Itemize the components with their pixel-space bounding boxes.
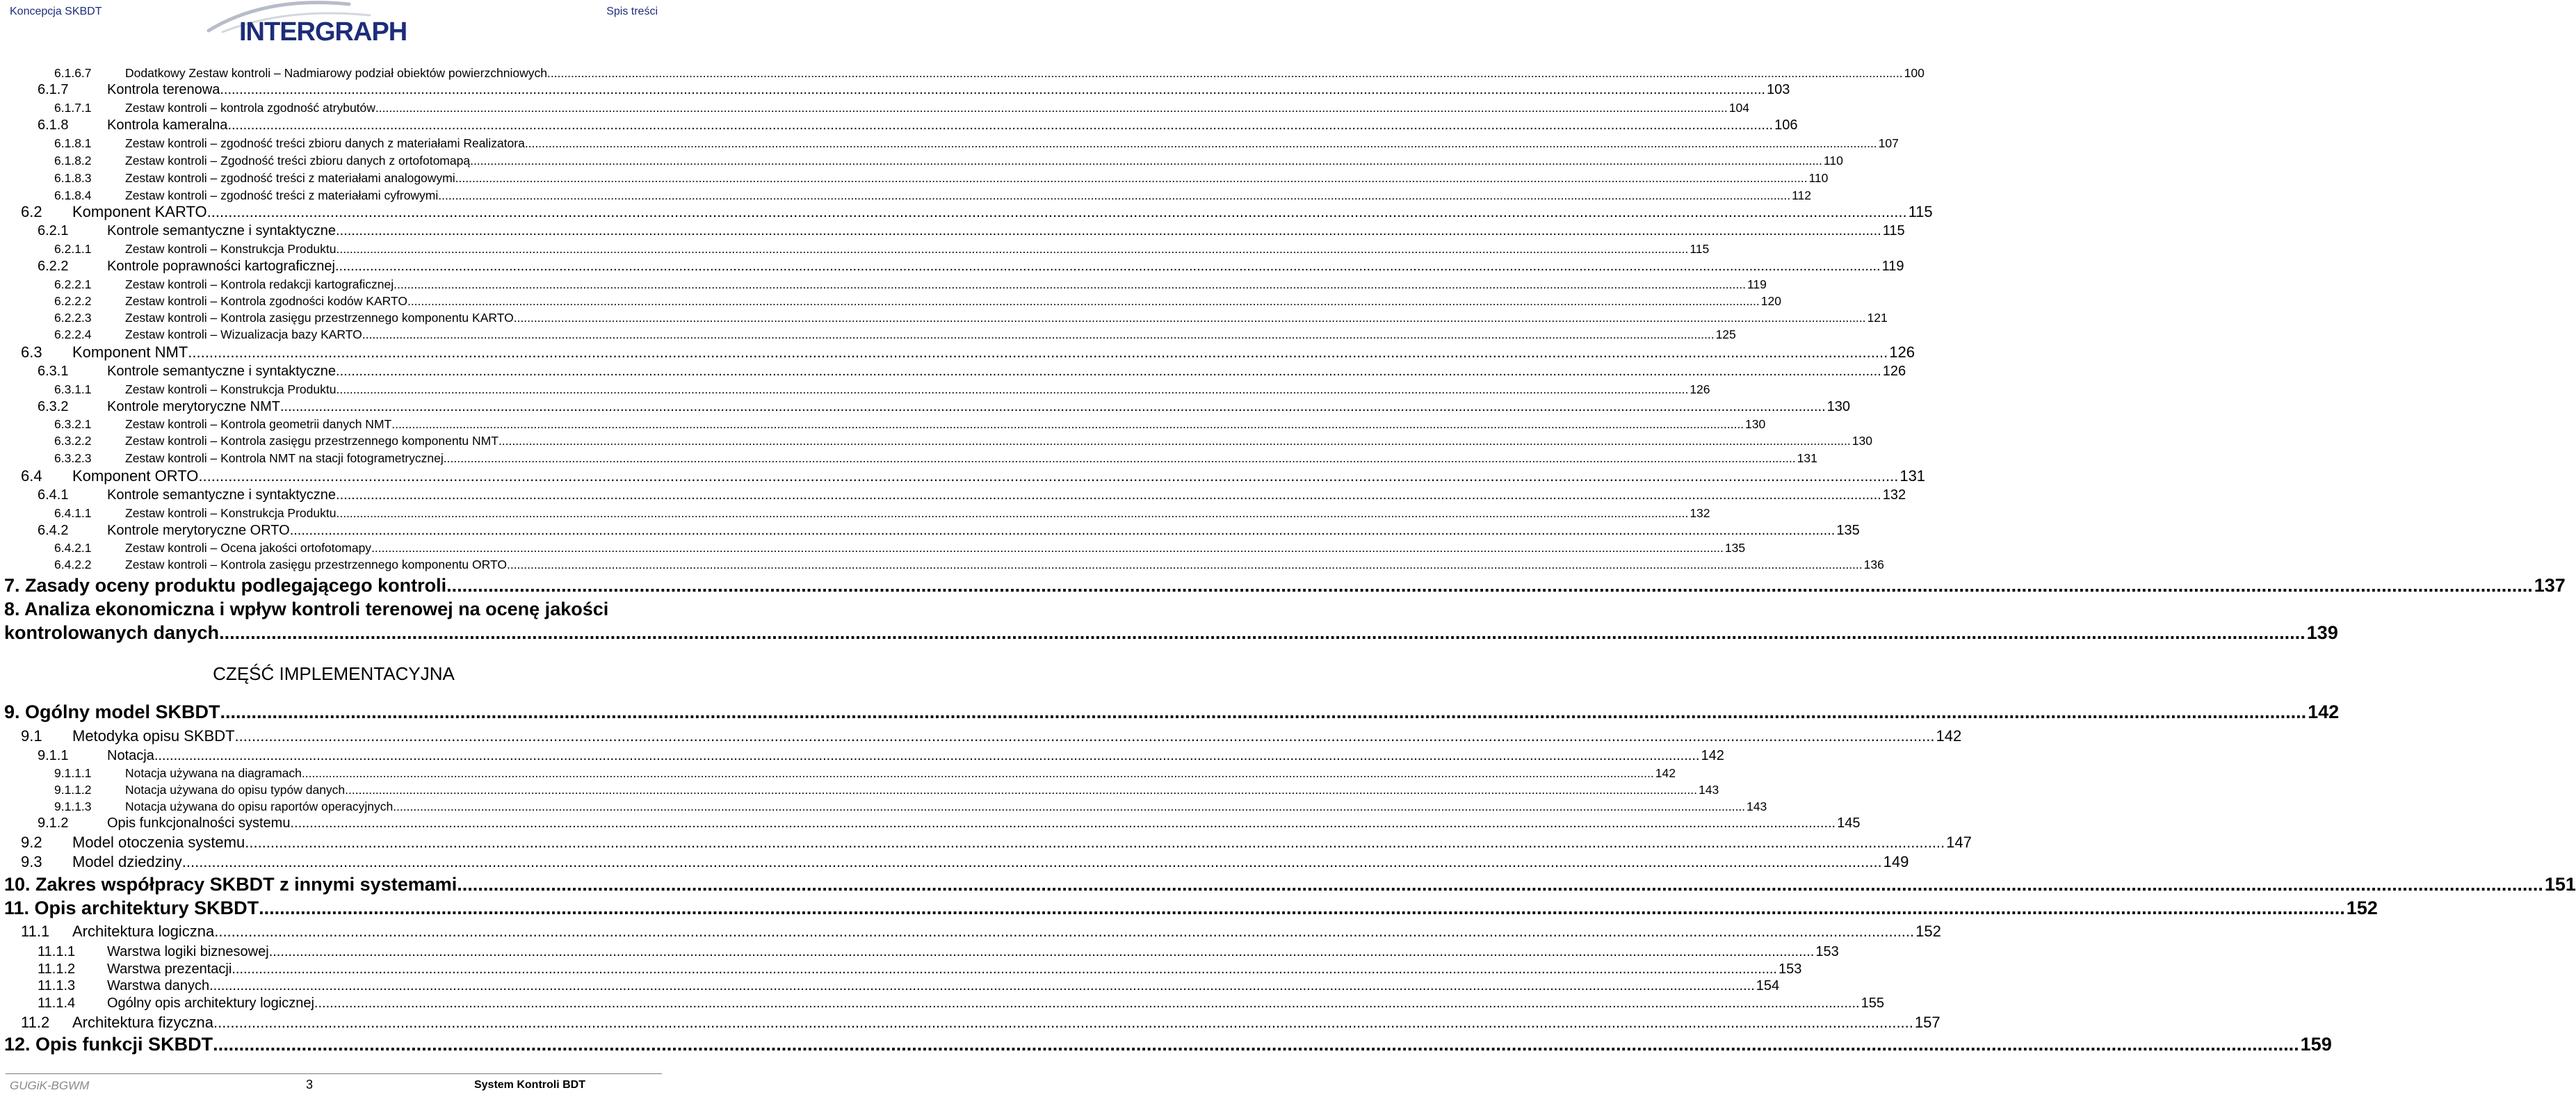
toc-entry-page: 110 [1808,171,1829,185]
toc-entry-title: Zestaw kontroli – Kontrola zasięgu przestrzennego komponentu ORTO. [125,558,510,571]
toc-entry[interactable] [0,257,1904,275]
toc-entry-title: Warstwa danych [107,978,210,993]
toc-leader-dots: ................................................................................................................................................................................................................................................................................................................................................................................................................ [336,223,1881,238]
toc-entry-number: 6.2.1 [38,223,69,238]
toc-entry-number: 9.3 [21,853,42,870]
toc-leader-dots: ................................................................................................................................................................................................................................................................................................................................................................................................................ [362,327,1715,341]
toc-entry-title: Komponent ORTO [72,467,199,485]
toc-entry-number: 6.2.2.1 [54,277,92,291]
toc-entry-title: Dodatkowy Zestaw kontroli – Nadmiarowy podział obiektów powierzchniowych. [125,66,551,80]
toc-entry-page: 132 [1690,506,1710,520]
toc-entry-title: Zestaw kontroli – Kontrola redakcji kartograficznej [125,277,394,291]
toc-entry-title: 11. Opis architektury SKBDT [4,898,259,918]
toc-entry[interactable] [0,309,1888,325]
intergraph-logo [203,0,405,50]
toc-entry-page: 154 [1756,978,1780,993]
toc-entry-page: 115 [1908,203,1933,220]
toc-leader-dots: ................................................................................................................................................................................................................................................................................................................................................................................................................ [268,944,1815,959]
toc-leader-dots: ................................................................................................................................................................................................................................................................................................................................................................................................................ [407,294,1760,308]
toc-leader-dots: ................................................................................................................................................................................................................................................................................................................................................................................................................ [220,82,1765,97]
toc-entry-number: 6.2 [21,203,42,220]
toc-entry-title: Zestaw kontroli – kontrola zgodność atrybutów [125,101,375,115]
toc-entry-number: 9.1 [21,727,42,745]
toc-entry[interactable] [0,135,1899,151]
toc-entry-title: Kontrole semantyczne i syntaktyczne [107,223,337,238]
toc-entry-number: 6.1.7 [38,82,69,97]
toc-entry-page: 107 [1878,136,1899,150]
toc-entry-title: 9. Ogólny model SKBDT [4,701,220,722]
toc-entry[interactable] [0,765,1676,781]
toc-entry-number: 9.1.1.1 [54,766,92,780]
logo-text: INTERGRAPH [239,17,407,47]
toc-leader-dots: ................................................................................................................................................................................................................................................................................................................................................................................................................ [455,171,1808,185]
page-number: 3 [306,1078,314,1091]
toc-entry[interactable] [0,293,1781,309]
toc-entry-title: 8. Analiza ekonomiczna i wpływ kontroli terenowej na ocenę jakości [4,599,609,619]
toc-entry-page: 110 [1823,154,1843,168]
toc-entry-title: Zestaw kontroli – zgodność treści z materiałami cyfrowymi [125,188,439,202]
toc-entry-number: 9.2 [21,834,42,851]
toc-leader-dots: ................................................................................................................................................................................................................................................................................................................................................................................................................ [371,541,1724,555]
toc-entry-number: 6.2.2.4 [54,327,92,341]
toc-entry-number: 6.2.1.1 [54,242,92,256]
toc-entry-page: 139 [2306,622,2338,643]
toc-entry-title: 7. Zasady oceny produktu podlegającego kontroli [4,575,447,596]
toc-leader-dots: ................................................................................................................................................................................................................................................................................................................................................................................................................ [289,523,1836,538]
toc-entry[interactable] [0,116,1798,133]
toc-entry-page: 142 [1701,748,1724,763]
toc-leader-dots: ................................................................................................................................................................................................................................................................................................................................................................................................................ [336,506,1689,520]
toc-entry[interactable] [0,99,1749,115]
toc-entry-page: 130 [1745,417,1766,431]
toc-entry-title: 10. Zakres współpracy SKBDT z innymi systemami [4,874,457,895]
toc-entry-title: Kontrole poprawności kartograficznej [107,259,335,274]
toc-entry-page: 126 [1690,382,1710,396]
toc-entry-number: 6.3.2 [38,399,69,414]
toc-entry-number: 11.1.3 [38,978,76,993]
toc-entry-title: Kontrole merytoryczne NMT [107,399,280,414]
toc-entry[interactable] [0,466,1926,485]
toc-entry-title: Zestaw kontroli – zgodność treści z materiałami analogowymi [125,171,455,185]
toc-entry-title: Kontrole merytoryczne ORTO [107,523,290,538]
toc-entry-title: Zestaw kontroli – Zgodność treści zbioru danych z ortofotomapą [125,154,471,168]
page-footer [0,1071,667,1104]
toc-entry-page: 130 [1852,434,1872,448]
toc-entry[interactable] [0,922,1941,941]
toc-entry-number: 9.1.2 [38,815,69,831]
toc-entry-page: 137 [2534,575,2566,596]
toc-entry[interactable] [0,833,1972,852]
toc-entry-page: 142 [1936,727,1962,745]
toc-entry-page: 119 [1747,277,1767,291]
toc-leader-dots: ................................................................................................................................................................................................................................................................................................................................................................................................................ [220,701,2307,722]
toc-entry[interactable] [0,977,1780,994]
toc-leader-dots: ................................................................................................................................................................................................................................................................................................................................................................................................................ [524,136,1877,150]
toc-entry-page: 131 [1899,467,1926,485]
toc-entry-page: 147 [1946,834,1972,851]
toc-entry-number: 9.1.1.3 [54,799,92,813]
toc-entry-page: 152 [2346,898,2378,918]
toc-entry[interactable] [0,505,1710,521]
toc-leader-dots: ................................................................................................................................................................................................................................................................................................................................................................................................................ [213,1034,2299,1055]
toc-entry-title: Ogólny opis architektury logicznej [107,996,314,1011]
toc-entry-page: 149 [1883,853,1909,870]
toc-entry[interactable] [0,222,1905,239]
toc-entry-page: 100 [1904,66,1925,80]
toc-entry-page: 159 [2300,1034,2332,1055]
toc-entry-page: 126 [1882,364,1906,379]
toc-entry-title: 12. Opis funkcji SKBDT [4,1034,213,1055]
toc-entry-number: 6.4.1.1 [54,506,92,520]
toc-entry[interactable] [0,814,1861,831]
toc-entry-number: 6.1.7.1 [54,101,92,115]
toc-leader-dots: ................................................................................................................................................................................................................................................................................................................................................................................................................ [214,923,1915,940]
toc-leader-dots: ................................................................................................................................................................................................................................................................................................................................................................................................................ [213,1014,1913,1031]
toc-entry[interactable] [0,152,1843,168]
toc-entry[interactable] [0,170,1829,186]
toc-entry[interactable] [0,598,667,620]
toc-entry[interactable] [0,276,1767,292]
toc-entry-title: Metodyka opisu SKBDT [72,727,235,745]
toc-entry[interactable] [0,381,1710,397]
toc-entry-number: 11.1 [21,923,50,940]
footer-system-name: System Kontroli BDT [473,1079,585,1091]
toc-leader-dots: ................................................................................................................................................................................................................................................................................................................................................................................................................ [209,978,1755,993]
toc-entry-title: Zestaw kontroli – zgodność treści zbioru danych z materiałami Realizatora [125,136,525,150]
toc-entry[interactable] [0,326,1736,342]
toc-leader-dots: ................................................................................................................................................................................................................................................................................................................................................................................................................ [188,343,1888,361]
toc-entry[interactable] [0,343,1915,362]
toc-leader-dots: ................................................................................................................................................................................................................................................................................................................................................................................................................ [198,467,1899,485]
toc-leader-dots: ................................................................................................................................................................................................................................................................................................................................................................................................................ [290,815,1836,831]
toc-entry[interactable] [0,622,2338,644]
toc-entry-number: 9.1.1 [38,748,69,763]
toc-entry-number: 6.1.8.3 [54,171,92,185]
toc-entry[interactable] [0,362,1906,380]
toc-entry-title: Opis funkcjonalności systemu [107,815,291,831]
toc-entry-page: 106 [1774,117,1798,133]
toc-leader-dots: ................................................................................................................................................................................................................................................................................................................................................................................................................ [334,259,1881,274]
toc-entry-title: Zestaw kontroli – Kontrola zasięgu przestrzennego komponentu NMT [125,434,499,448]
toc-entry[interactable] [0,701,2340,723]
toc-entry[interactable] [0,65,1925,81]
toc-entry[interactable] [0,852,1909,871]
toc-entry-page: 121 [1867,311,1888,325]
toc-entry[interactable] [0,897,2378,919]
toc-entry-page: 120 [1760,294,1781,308]
toc-entry[interactable] [0,521,1860,539]
toc-entry-page: 152 [1915,923,1941,940]
toc-entry-number: 6.1.8 [38,117,69,133]
toc-entry[interactable] [0,873,2576,895]
toc-entry-title: Kontrole semantyczne i syntaktyczne [107,364,337,379]
toc-entry-page: 104 [1728,101,1749,115]
toc-entry[interactable] [0,781,1719,797]
toc-leader-dots: ................................................................................................................................................................................................................................................................................................................................................................................................................ [181,853,1882,870]
toc-entry-page: 155 [1861,996,1884,1011]
toc-entry-title: Notacja używana na diagramach [125,766,302,780]
toc-entry[interactable] [0,960,1802,977]
toc-entry-title: Notacja używana do opisu typów danych [125,783,346,797]
toc-entry-number: 6.3.2.3 [54,451,92,465]
toc-entry-title: Zestaw kontroli – Kontrola zgodności kodów KARTO [125,294,407,308]
toc-entry-number: 6.4 [21,467,42,485]
toc-entry-page: 135 [1836,523,1860,538]
toc-leader-dots: ................................................................................................................................................................................................................................................................................................................................................................................................................ [227,117,1774,133]
toc-entry[interactable] [0,398,1850,415]
toc-entry-page: 142 [1655,766,1676,780]
toc-leader-dots: ................................................................................................................................................................................................................................................................................................................................................................................................................ [154,748,1700,763]
toc-entry[interactable] [0,798,1767,814]
toc-entry-page: 153 [1815,944,1839,959]
toc-entry-page: 115 [1690,242,1710,256]
toc-entry-page: 143 [1747,799,1767,813]
toc-entry-title: Warstwa prezentacji [107,961,232,977]
toc-leader-dots: ................................................................................................................................................................................................................................................................................................................................................................................................................ [280,399,1826,414]
toc-entry-number: 6.1.8.2 [54,154,92,168]
toc-entry-title: Komponent KARTO [72,203,207,220]
toc-entry-number: 6.3.1.1 [54,382,92,396]
toc-entry-title: Zestaw kontroli – Kontrola geometrii danych NMT [125,417,392,431]
toc-entry-page: 157 [1914,1014,1941,1031]
toc-entry-page: 131 [1797,451,1817,465]
header-document-title: Koncepcja SKBDT [10,6,102,17]
toc-leader-dots: ................................................................................................................................................................................................................................................................................................................................................................................................................ [301,766,1654,780]
toc-entry-number: 6.4.2 [38,523,69,538]
toc-entry-title: Kontrola terenowa [107,82,220,97]
toc-entry-number: 6.3.2.1 [54,417,92,431]
toc-leader-dots: ................................................................................................................................................................................................................................................................................................................................................................................................................ [375,101,1728,115]
toc-entry[interactable] [0,556,1884,572]
toc-leader-dots: ................................................................................................................................................................................................................................................................................................................................................................................................................ [446,575,2533,596]
toc-entry-number: 6.1.8.1 [54,136,92,150]
toc-leader-dots: ................................................................................................................................................................................................................................................................................................................................................................................................................ [336,382,1689,396]
toc-entry[interactable] [0,943,1839,960]
toc-entry-page: 126 [1889,343,1915,361]
toc-entry-page: 143 [1699,783,1719,797]
toc-entry-number: 6.2.2.3 [54,311,92,325]
toc-leader-dots: ................................................................................................................................................................................................................................................................................................................................................................................................................ [219,622,2306,643]
footer-organization: GUGiK-BGWM [10,1079,90,1092]
toc-entry-page: 135 [1724,541,1746,555]
toc-entry-title: kontrolowanych danych [4,622,220,643]
toc-entry-title: Notacja [107,748,154,763]
toc-entry-number: 11.1.2 [38,961,76,977]
toc-leader-dots: ................................................................................................................................................................................................................................................................................................................................................................................................................ [336,364,1881,379]
toc-entry-title: Zestaw kontroli – Konstrukcja Produktu [125,506,337,520]
toc-leader-dots: ................................................................................................................................................................................................................................................................................................................................................................................................................ [232,961,1777,977]
toc-entry-number: 6.3.2.2 [54,434,92,448]
toc-leader-dots: ................................................................................................................................................................................................................................................................................................................................................................................................................ [336,242,1689,256]
toc-entry[interactable] [0,726,1962,745]
toc-entry[interactable] [0,994,1884,1012]
toc-entry-number: 6.2.2.2 [54,294,92,308]
toc-entry-title: Kontrola kameralna [107,117,228,133]
toc-leader-dots: ................................................................................................................................................................................................................................................................................................................................................................................................................ [391,417,1744,431]
toc-entry[interactable] [0,1033,2332,1055]
toc-entry-page: 142 [2308,701,2340,722]
toc-entry-title: Zestaw kontroli – Wizualizacja bazy KARTO [125,327,362,341]
toc-entry-title: Architektura logiczna [72,923,215,940]
toc-entry-title: Zestaw kontroli – Kontrola NMT na stacji fotogrametrycznej [125,451,444,465]
toc-entry[interactable] [0,574,2566,596]
page-header [0,0,667,60]
toc-entry-title: Zestaw kontroli – Konstrukcja Produktu [125,242,337,256]
toc-entry[interactable] [0,187,1812,203]
toc-leader-dots: ................................................................................................................................................................................................................................................................................................................................................................................................................ [394,277,1746,291]
toc-entry-page: 115 [1882,223,1905,238]
toc-entry-title: Warstwa logiki biznesowej [107,944,269,959]
toc-entry[interactable] [0,486,1906,503]
toc-entry-page: 125 [1715,327,1736,341]
toc-entry-number: 6.1.8.4 [54,188,92,202]
toc-entry-title: Zestaw kontroli – Konstrukcja Produktu [125,382,337,396]
toc-leader-dots: ................................................................................................................................................................................................................................................................................................................................................................................................................ [443,451,1796,465]
toc-entry-page: 151 [2544,874,2576,895]
toc-entry-title: Model otoczenia systemu [72,834,245,851]
toc-leader-dots: ................................................................................................................................................................................................................................................................................................................................................................................................................ [393,799,1746,813]
toc-entry-title: Architektura fizyczna [72,1014,213,1031]
toc-entry-page: 136 [1863,558,1884,571]
toc-entry-title: Zestaw kontroli – Kontrola zasięgu przestrzennego komponentu KARTO [125,311,514,325]
toc-entry-number: 6.4.2.1 [54,541,92,555]
toc-entry-number: 9.1.1.2 [54,783,92,797]
toc-entry-title: Komponent NMT [72,343,188,361]
toc-leader-dots: ................................................................................................................................................................................................................................................................................................................................................................................................................ [206,203,1907,220]
toc-entry-number: 6.3.1 [38,364,69,379]
toc-entry[interactable] [0,81,1790,98]
toc-entry-number: 11.1.4 [38,996,76,1011]
toc-entry-title: Notacja używana do opisu raportów operacyjnych [125,799,394,813]
toc-entry-number: 6.4.2.2 [54,558,92,571]
toc-leader-dots: ................................................................................................................................................................................................................................................................................................................................................................................................................ [498,434,1851,448]
toc-entry-number: 6.3 [21,343,42,361]
toc-leader-dots: ................................................................................................................................................................................................................................................................................................................................................................................................................ [438,188,1791,202]
toc-entry[interactable] [0,241,1710,257]
toc-entry[interactable] [0,539,1746,555]
toc-entry-page: 130 [1826,399,1850,414]
toc-entry-title: Model dziedziny [72,853,182,870]
toc-entry[interactable] [0,747,1724,764]
toc-entry-number: 6.4.1 [38,487,69,503]
part-heading: CZĘŚĆ IMPLEMENTACYJNA [213,663,455,684]
toc-entry-page: 132 [1882,487,1906,503]
toc-leader-dots: ................................................................................................................................................................................................................................................................................................................................................................................................................ [510,558,1863,571]
toc-leader-dots: ................................................................................................................................................................................................................................................................................................................................................................................................................ [457,874,2543,895]
toc-entry-page: 119 [1881,259,1904,274]
toc-entry-page: 103 [1766,82,1790,97]
toc-leader-dots: ................................................................................................................................................................................................................................................................................................................................................................................................................ [245,834,1945,851]
toc-entry[interactable] [0,450,1817,466]
header-section-title: Spis treści [606,6,658,17]
toc-leader-dots: ................................................................................................................................................................................................................................................................................................................................................................................................................ [234,727,1935,745]
toc-entry-number: 6.1.6.7 [54,66,92,80]
toc-entry[interactable] [0,416,1766,432]
toc-entry-number: 11.1.1 [38,944,76,959]
toc-entry-page: 145 [1837,815,1861,831]
toc-entry-page: 112 [1792,188,1812,202]
footer-divider [6,1073,662,1074]
toc-leader-dots: ................................................................................................................................................................................................................................................................................................................................................................................................................ [314,996,1860,1011]
toc-leader-dots: ................................................................................................................................................................................................................................................................................................................................................................................................................ [259,898,2345,918]
toc-entry[interactable] [0,432,1872,448]
toc-entry-number: 11.2 [21,1014,50,1031]
toc-entry-number: 6.2.2 [38,259,69,274]
toc-entry[interactable] [0,202,1933,221]
toc-leader-dots: ................................................................................................................................................................................................................................................................................................................................................................................................................ [345,783,1697,797]
toc-leader-dots: ................................................................................................................................................................................................................................................................................................................................................................................................................ [336,487,1881,503]
toc-leader-dots: ................................................................................................................................................................................................................................................................................................................................................................................................................ [470,154,1822,168]
toc-leader-dots: ................................................................................................................................................................................................................................................................................................................................................................................................................ [513,311,1866,325]
toc-entry-title: Kontrole semantyczne i syntaktyczne [107,487,337,503]
toc-entry[interactable] [0,1013,1941,1032]
toc-entry-page: 153 [1778,961,1802,977]
toc-leader-dots: ................................................................................................................................................................................................................................................................................................................................................................................................................ [550,66,1903,80]
toc-entry-title: Zestaw kontroli – Ocena jakości ortofotomapy [125,541,372,555]
